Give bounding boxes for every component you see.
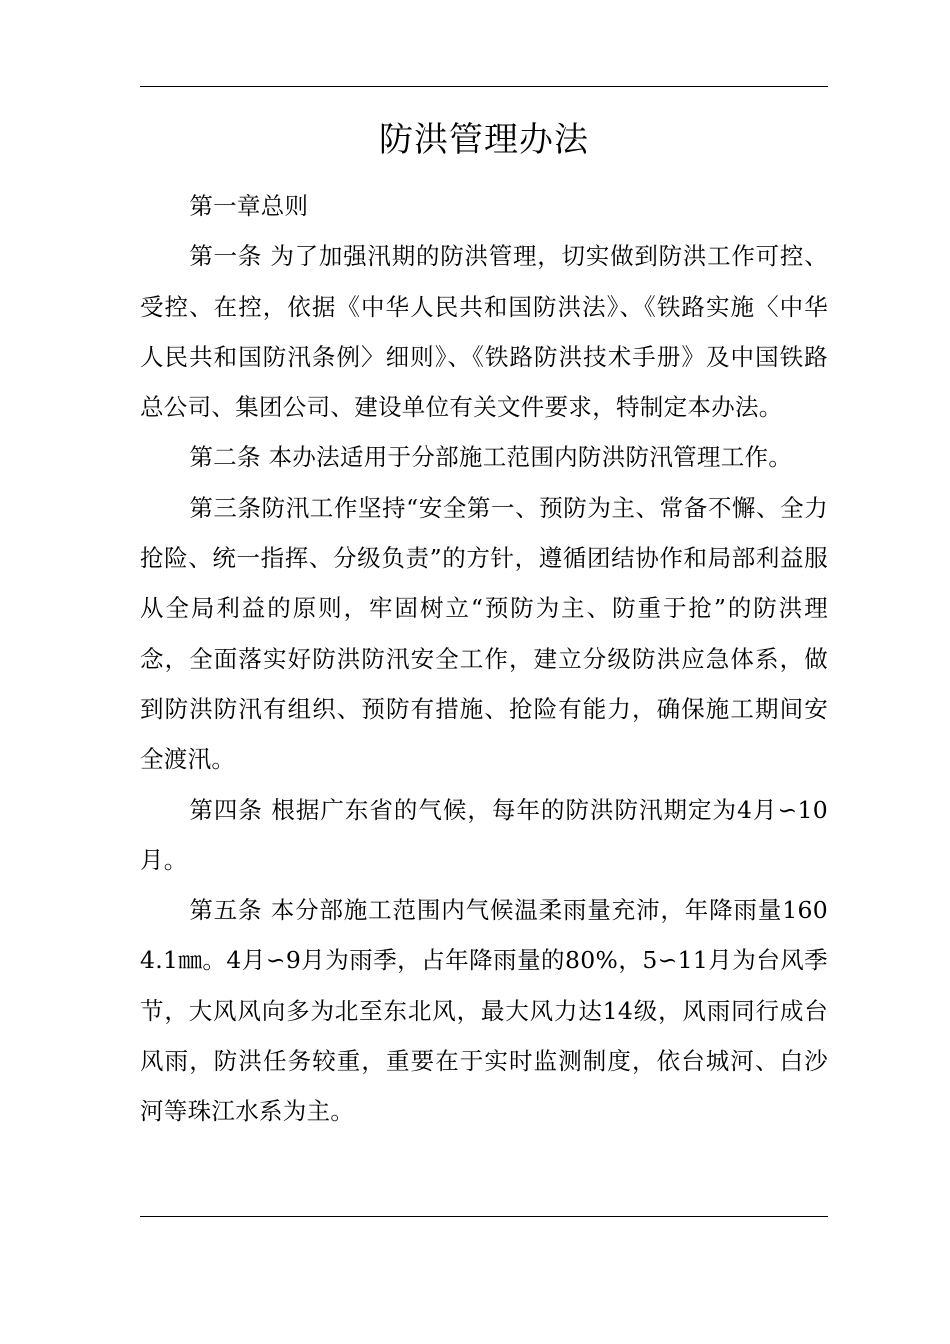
article-4: 第四条 根据广东省的气候，每年的防洪防汛期定为4月∽10月。 — [140, 795, 828, 874]
header-rule — [140, 86, 828, 87]
document-body — [140, 181, 828, 1137]
article-2: 第二条 本办法适用于分部施工范围内防洪防汛管理工作。 — [189, 443, 793, 472]
document-title: 防洪管理办法 — [379, 120, 589, 160]
article-1: 第一条 为了加强汛期的防洪管理，切实做到防洪工作可控、受控、在控，依据《中华人民共和国防洪法》、《铁路实施〈中华人民共和国防汛条例〉细则》、《铁路防洪技术手册》及中国铁路总公司、集团公司、建设单位有关文件要求，特制定本办法。 — [140, 242, 828, 422]
article-5: 第五条 本分部施工范围内气候温柔雨量充沛，年降雨量1604.1㎜。4月∽9月为雨季，占年降雨量的80%，5∽11月为台风季节，大风风向多为北至东北风，最大风力达14级，风雨同行成台风雨，防洪任务较重，重要在于实时监测制度，依台城河、白沙河等珠江水系为主。 — [140, 896, 828, 1126]
footer-rule — [140, 1216, 828, 1217]
article-3: 第三条防汛工作坚持“安全第一、预防为主、常备不懈、全力抢险、统一指挥、分级负责”的方针，遵循团结协作和局部利益服从全局利益的原则，牢固树立“预防为主、防重于抢”的防洪理念，全面落实好防洪防汛安全工作，建立分级防洪应急体系，做到防洪防汛有组织、预防有措施、抢险有能力，确保施工期间安全渡汛。 — [140, 493, 828, 774]
chapter-heading: 第一章总则 — [189, 192, 309, 220]
